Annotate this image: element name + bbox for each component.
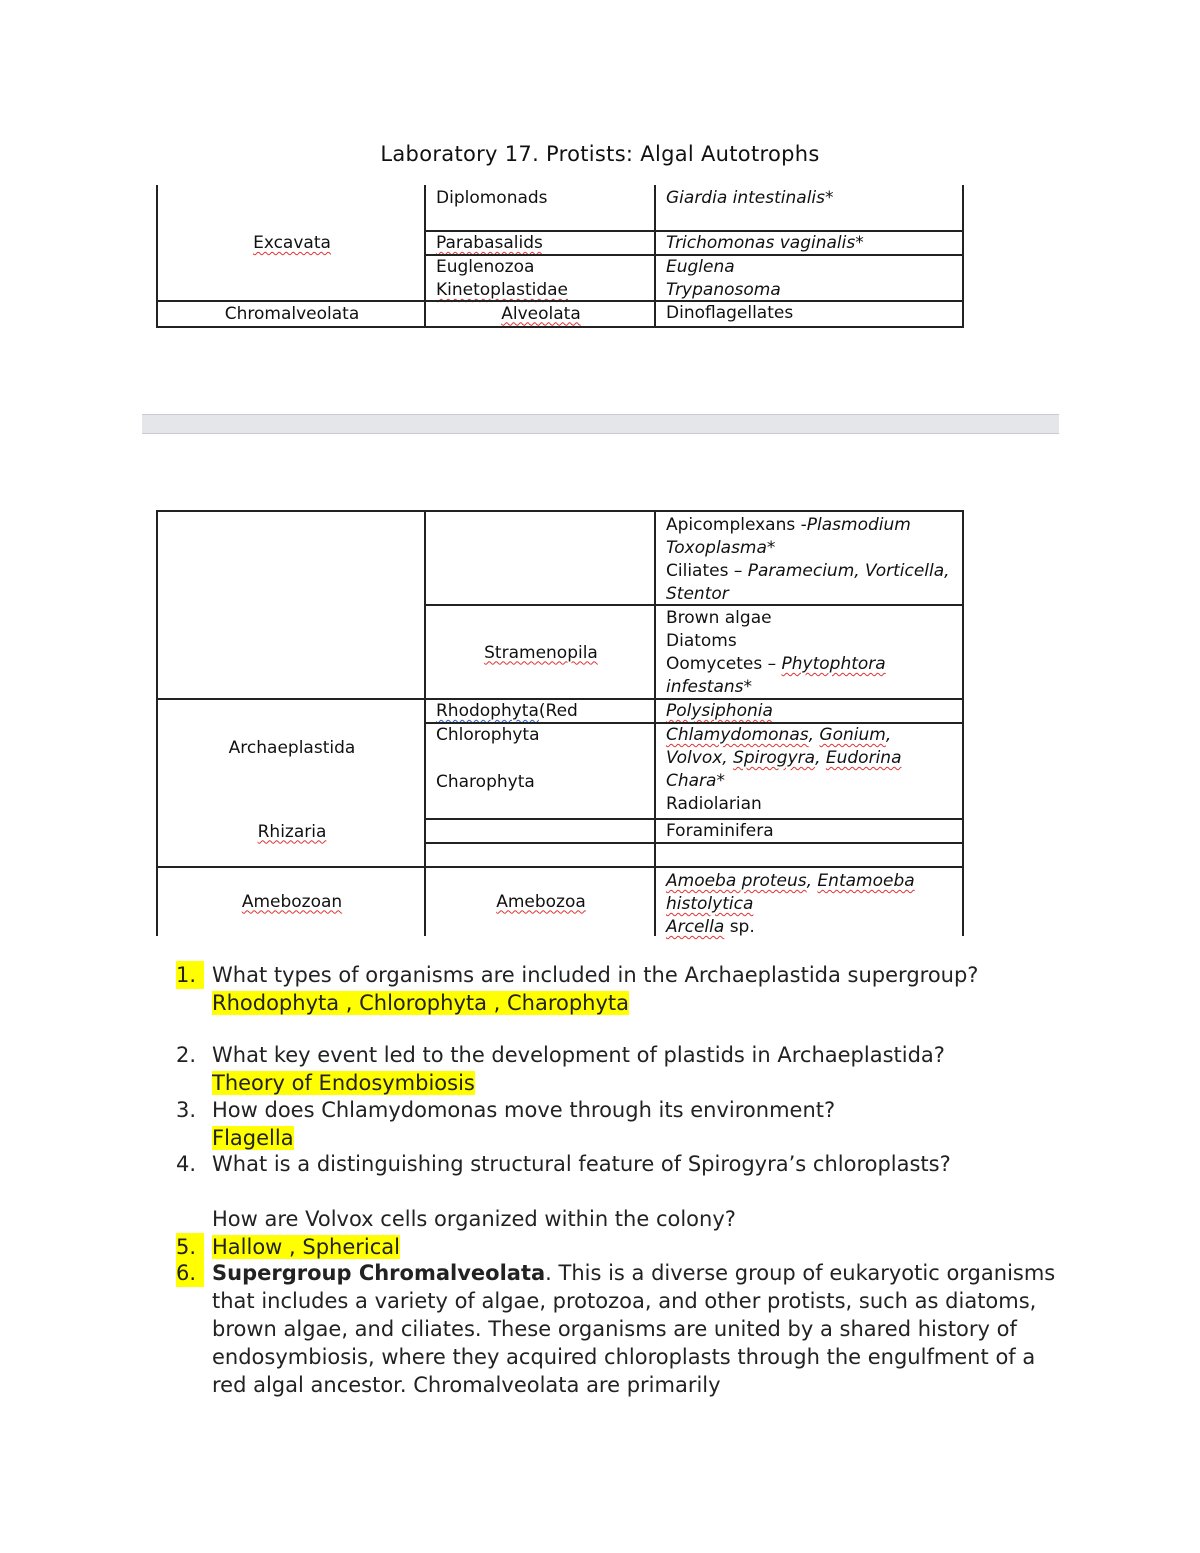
question-text: What key event led to the development of plastids in Archaeplastida?: [212, 1043, 945, 1067]
amoeba-label: Amoeba proteus: [666, 871, 807, 891]
question-1: [176, 961, 1076, 1017]
question-number: 5.: [176, 1233, 204, 1261]
question-number: 6.: [176, 1259, 204, 1287]
answer-text: Flagella: [212, 1126, 294, 1150]
cell-rhizaria: [156, 796, 426, 868]
question-6: [176, 1259, 1076, 1405]
entamoeba-label: Entamoeba: [817, 871, 915, 891]
page-title: Laboratory 17. Protists: Algal Autotrophs: [380, 142, 820, 166]
giardia-label: Giardia intestinalis*: [666, 188, 834, 208]
rhizaria-label: Rhizaria: [257, 821, 327, 842]
brown-algae-label: Brown algae: [666, 608, 772, 628]
cell-empty-row-right: [654, 842, 964, 868]
diatoms-label: Diatoms: [666, 631, 737, 651]
cell-chromalveolata: [156, 300, 426, 328]
stramenopila-label: Stramenopila: [484, 642, 598, 663]
cell-green-algae-members: Chlamydomonas, Gonium, Volvox, Spirogyra, Eudorina Chara* Radiolarian: [654, 722, 964, 820]
dinoflagellates-label: Dinoflagellates: [666, 303, 794, 323]
radiolarian-label: Radiolarian: [666, 794, 762, 814]
euglenozoa-label: Euglenozoa: [436, 257, 535, 277]
archaeplastida-label: Archaeplastida: [228, 737, 356, 758]
polysiphonia-label: Polysiphonia: [666, 701, 773, 721]
cell-stramenopila: [424, 604, 656, 700]
amebozoa-label: Amebozoa: [496, 891, 586, 912]
cell-amebozoa: [424, 866, 656, 936]
question-5: [176, 1233, 1076, 1261]
chlamydomonas-label: Chlamydomonas: [666, 725, 809, 745]
cell-euglena: [654, 254, 964, 302]
answer-text: Theory of Endosymbiosis: [212, 1071, 475, 1095]
cell-dinoflagellates: [654, 300, 964, 328]
cell-archaeplastida: [156, 698, 426, 796]
charophyta-label: Charophyta: [436, 772, 535, 792]
question-text: What types of organisms are included in the Archaeplastida supergroup?: [212, 963, 979, 987]
cell-stramenopila-members: [654, 604, 964, 700]
question-text: What is a distinguishing structural feature of Spirogyra’s chloroplasts?: [212, 1152, 951, 1176]
question-3: [176, 1096, 1076, 1152]
chara-label: Chara: [666, 771, 717, 791]
cell-parabasalids: [424, 230, 656, 256]
phytophtora-label: Phytophtora: [781, 654, 886, 674]
volvox-label: Volvox: [666, 748, 723, 768]
answer-text: Hallow , Spherical: [212, 1235, 400, 1259]
rhodophyta-label: Rhodophyta: [436, 701, 539, 721]
cell-alveolata: [424, 300, 656, 328]
question-text: How are Volvox cells organized within the colony?: [212, 1207, 736, 1231]
kinetoplastidae-label: Kinetoplastidae: [436, 280, 569, 300]
cell-empty-alveolata: [424, 510, 656, 606]
apicomplexans-label: Apicomplexans -: [666, 515, 807, 535]
amebozoan-label: Amebozoan: [241, 891, 343, 912]
cell-foraminifera: [654, 818, 964, 844]
rhodophyta-red-label: (Red: [538, 701, 578, 721]
cell-diplomonads: [424, 185, 656, 232]
toxoplasma-label: Toxoplasma*: [666, 538, 776, 558]
cell-empty-row: [424, 842, 656, 868]
cell-polysiphonia: [654, 698, 964, 724]
eudorina-label: Eudorina: [825, 748, 902, 768]
cell-trichomonas: [654, 230, 964, 256]
trypanosoma-label: Trypanosoma: [666, 280, 781, 300]
cell-empty-top-left: [156, 510, 426, 700]
alveolata-label: Alveolata: [501, 303, 581, 324]
chara-star: *: [716, 771, 725, 791]
ciliates-label: Ciliates –: [666, 561, 748, 581]
ciliate-species-label: Paramecium, Vorticella, Stentor: [666, 561, 950, 604]
cell-apicomplexans: [654, 510, 964, 606]
question-number: 2.: [176, 1043, 197, 1067]
question-number: 1.: [176, 961, 204, 989]
question-4: [176, 1150, 1076, 1178]
cell-amebozoan: [156, 866, 426, 936]
cell-euglenozoa: [424, 254, 656, 302]
cell-amoeba: Amoeba proteus, Entamoeba histolytica Arcella sp.: [654, 866, 964, 936]
plasmodium-label: Plasmodium: [806, 515, 911, 535]
euglena-label: Euglena: [666, 257, 735, 277]
chlorophyta-label: Chlorophyta: [436, 725, 540, 745]
section-paragraph: . This is a diverse group of eukaryotic organisms that includes a variety of algae, protozoa, and other protists, such as diatoms, brown algae, and ciliates. These organisms are united by a shared history of endosymbiosis, where they acquired chloroplasts through the engulfment of a red algal ancestor. Chromalveolata are primarily: [212, 1261, 1056, 1397]
parabasalids-label: Parabasalids: [436, 233, 543, 253]
arcella-sp-label: sp.: [724, 917, 755, 937]
cell-empty-foraminifera: [424, 818, 656, 844]
arcella-label: Arcella: [666, 917, 725, 937]
spirogyra-label: Spirogyra: [733, 748, 816, 768]
oomycetes-label: Oomycetes –: [666, 654, 782, 674]
chromalveolata-label: Chromalveolata: [224, 303, 360, 324]
diplomonads-label: Diplomonads: [436, 188, 548, 208]
foraminifera-label: Foraminifera: [666, 821, 774, 841]
histolytica-label: histolytica: [666, 894, 754, 914]
cell-rhodophyta: [424, 698, 656, 724]
cell-giardia: [654, 185, 964, 232]
answer-text: Rhodophyta , Chlorophyta , Charophyta: [212, 991, 630, 1015]
question-number: 3.: [176, 1098, 197, 1122]
question-2: [176, 1041, 1076, 1097]
section-heading: Supergroup Chromalveolata: [212, 1261, 546, 1285]
question-volvox: [176, 1205, 1076, 1233]
page-separator: [142, 414, 1059, 434]
excavata-label: Excavata: [253, 233, 331, 253]
trichomonas-label: Trichomonas vaginalis*: [666, 233, 864, 253]
question-text: How does Chlamydomonas move through its environment?: [212, 1098, 836, 1122]
question-number: 4.: [176, 1152, 197, 1176]
infestans-label: infestans*: [666, 677, 753, 697]
gonium-label: Gonium: [819, 725, 886, 745]
cell-excavata: [156, 185, 426, 302]
cell-green-algae: [424, 722, 656, 820]
